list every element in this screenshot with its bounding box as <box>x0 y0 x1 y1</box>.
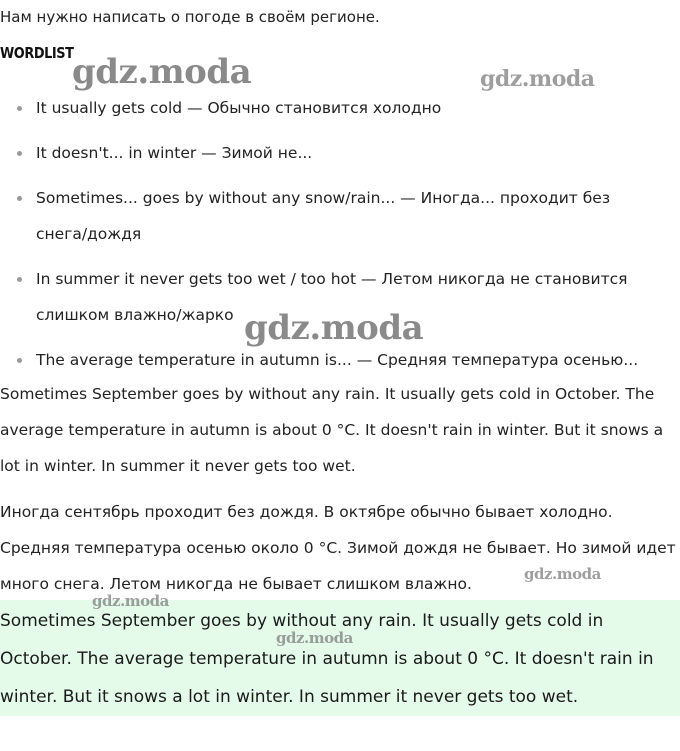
watermark: gdz.moda <box>72 52 252 92</box>
wordlist-item: Sometimes... goes by without any snow/rain... — Иногда... проходит без снега/дождя <box>36 180 656 252</box>
watermark: gdz.moda <box>92 592 169 610</box>
wordlist-item: The average temperature in autumn is... — Средняя температура осенью... <box>36 342 656 378</box>
russian-paragraph: Иногда сентябрь проходит без дождя. В октябре обычно бывает холодно. Средняя температура осенью около 0 °C. Зимой дождя не бывает. Но зимой идет много снега. Летом никогда не бывает слишком влажно. <box>0 503 676 593</box>
watermark: gdz.moda <box>524 565 601 583</box>
watermark: gdz.moda <box>244 308 424 348</box>
watermark: gdz.moda <box>276 629 353 647</box>
wordlist-item: It usually gets cold — Обычно становится холодно <box>36 90 656 126</box>
wordlist-title: WORDLIST <box>0 44 74 62</box>
wordlist-item: In summer it never gets too wet / too hot — Летом никогда не становится слишком влажно/жарко <box>36 261 656 333</box>
intro-text: Нам нужно написать о погоде в своём регионе. <box>0 8 380 26</box>
wordlist-item: It doesn't... in winter — Зимой не... <box>36 135 656 171</box>
english-paragraph: Sometimes September goes by without any rain. It usually gets cold in October. The average temperature in autumn is about 0 °C. It doesn't rain in winter. But it snows a lot in winter. In summer it never gets too wet. <box>0 385 664 475</box>
watermark: gdz.moda <box>480 66 595 92</box>
highlighted-answer <box>0 600 680 716</box>
highlighted-answer-text: Sometimes September goes by without any rain. It usually gets cold in October. The average temperature in autumn is about 0 °C. It doesn't rain in winter. But it snows a lot in winter. In summer it never gets too wet. <box>0 611 654 707</box>
